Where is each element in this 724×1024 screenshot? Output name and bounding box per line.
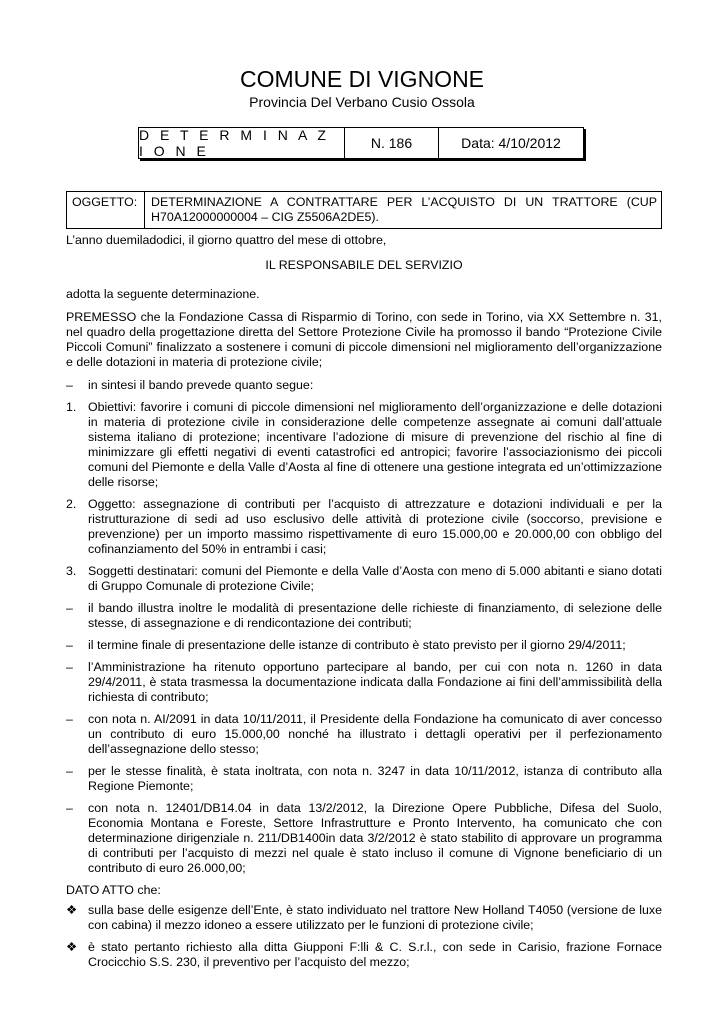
list-item-text: il termine finale di presentazione delle istanze di contributo è stato previsto per il giorno 29/4/2011; — [88, 638, 626, 652]
list-item-marker: 3. — [66, 564, 77, 578]
list-item — [66, 660, 662, 705]
list-item-text: il bando illustra inoltre le modalità di presentazione delle richieste di finanziamento, di selezione delle stesse, di assegnazione e di rendicontazione dei contributi; — [88, 601, 662, 630]
list-item-marker: – — [66, 801, 73, 815]
list-item-text: in sintesi il bando prevede quanto segue: — [88, 378, 314, 392]
list-item — [66, 497, 662, 557]
determinazione-label: D E T E R M I N A Z I O N E — [139, 128, 345, 158]
list-item — [66, 801, 662, 876]
oggetto-label: OGGETTO: — [67, 192, 145, 228]
premesso-paragraph: PREMESSO che la Fondazione Cassa di Risparmio di Torino, con sede in Torino, via XX Settembre n. 31, nel quadro della progettazione diretta del Settore Protezione Civile ha promosso il bando “Protezione Civile Piccoli Comuni” finalizzato a sostenere i comuni di piccole dimensioni nel miglioramento dell’organizzazione e delle dotazioni in materia di protezione civile; — [66, 310, 662, 369]
intro-paragraph: L’anno duemiladodici, il giorno quattro del mese di ottobre, — [66, 233, 387, 247]
oggetto-box — [66, 191, 662, 229]
list-item — [66, 903, 662, 933]
determinazione-date: Data: 4/10/2012 — [461, 135, 561, 151]
list-item-marker: – — [66, 638, 73, 652]
list-item-marker: ❖ — [66, 903, 78, 917]
list-item-marker: 1. — [66, 400, 77, 414]
list-item-marker: – — [66, 712, 73, 726]
list-item — [66, 564, 662, 594]
list-item — [66, 400, 662, 490]
list-item-text: per le stesse finalità, è stata inoltrata, con nota n. 3247 in data 10/11/2012, istanza di contributo alla Regione Piemonte; — [88, 764, 662, 793]
dato-atto-heading: DATO ATTO che: — [66, 883, 161, 897]
list-item-text: con nota n. 12401/DB14.04 in data 13/2/2012, la Direzione Opere Pubbliche, Difesa del Suolo, Economia Montana e Foreste, Settore Infrastrutture e Pronto Intervento, ha comunicato che con determinazione dirigenziale n. 211/DB1400in data 3/2/2012 è stato stabilito di approvare un programma di contributi per l’acquisto di mezzi nel quale è stato incluso il comune di Vignone beneficiario di un contributo di euro 26.000,00; — [88, 801, 662, 875]
adotta-paragraph: adotta la seguente determinazione. — [66, 287, 260, 301]
list-item-text: Oggetto: assegnazione di contributi per l’acquisto di attrezzature e dotazioni individuali e per la ristrutturazione di sedi ad uso esclusivo delle attività di protezione civile (soccorso, previsione e prevenzione) per un importo massimo rispettivamente di euro 15.000,00 e 20.000,00 con obbligo del cofinanziamento del 50% in entrambi i casi; — [88, 497, 662, 556]
list-item — [66, 601, 662, 631]
list-item-text: l’Amministrazione ha ritenuto opportuno partecipare al bando, per cui con nota n. 1260 in data 29/4/2011, è stata trasmessa la documentazione indicata dalla Fondazione ai fini dell’ammissibilità della richiesta di contributo; — [88, 660, 662, 704]
page-title: COMUNE DI VIGNONE — [239, 66, 485, 92]
list-item — [66, 764, 662, 794]
document-body — [66, 233, 662, 977]
page-subtitle: Provincia Del Verbano Cusio Ossola — [249, 94, 475, 110]
list-item — [66, 378, 662, 393]
list-item-marker: 2. — [66, 497, 77, 511]
list-item-text: sulla base delle esigenze dell’Ente, è stato individuato nel trattore New Holland T4050 (versione de luxe con cabina) il mezzo idoneo a essere utilizzato per le funzioni di protezione civile; — [88, 903, 662, 932]
list-item-text: Obiettivi: favorire i comuni di piccole dimensioni nel miglioramento dell’organizzazione e delle dotazioni in materia di protezione civile in considerazione delle competenze assegnate ai comuni dall’attuale sistema italiano di protezione; incentivare l’adozione di misure di prevenzione del rischio al fine di minimizzare gli effetti negativi di eventi catastrofici ed antropici; favorire l’associazionismo dei piccoli comuni del Piemonte e della Valle d’Aosta al fine di ottenere una gestione integrata ed un’ottimizzazione delle risorse; — [88, 400, 662, 489]
premesso-list — [66, 378, 662, 876]
responsabile-heading: IL RESPONSABILE DEL SERVIZIO — [265, 258, 463, 272]
oggetto-text: DETERMINAZIONE A CONTRATTARE PER L’ACQUISTO DI UN TRATTORE (CUP H70A12000000004 – CIG Z5506A2DE5). — [151, 195, 657, 224]
dato-atto-list — [66, 903, 662, 970]
list-item-marker: – — [66, 378, 73, 392]
list-item — [66, 712, 662, 757]
list-item-marker: ❖ — [66, 940, 78, 954]
list-item — [66, 638, 662, 653]
list-item — [66, 940, 662, 970]
list-item-marker: – — [66, 660, 73, 674]
determinazione-header-box — [138, 127, 584, 159]
list-item-marker: – — [66, 601, 73, 615]
list-item-marker: – — [66, 764, 73, 778]
list-item-text: Soggetti destinatari: comuni del Piemonte e della Valle d’Aosta con meno di 5.000 abitanti e siano dotati di Gruppo Comunale di protezione Civile; — [88, 564, 662, 593]
determinazione-number: N. 186 — [345, 128, 439, 158]
list-item-text: con nota n. AI/2091 in data 10/11/2011, il Presidente della Fondazione ha comunicato di aver concesso un contributo di euro 15.000,00 nonché ha illustrato i dettagli operativi per il perfezionamento dell’assegnazione dello stesso; — [88, 712, 662, 756]
list-item-text: è stato pertanto richiesto alla ditta Giupponi F:lli & C. S.r.l., con sede in Carisio, frazione Fornace Crocicchio S.S. 230, il preventivo per l’acquisto del mezzo; — [88, 940, 662, 969]
